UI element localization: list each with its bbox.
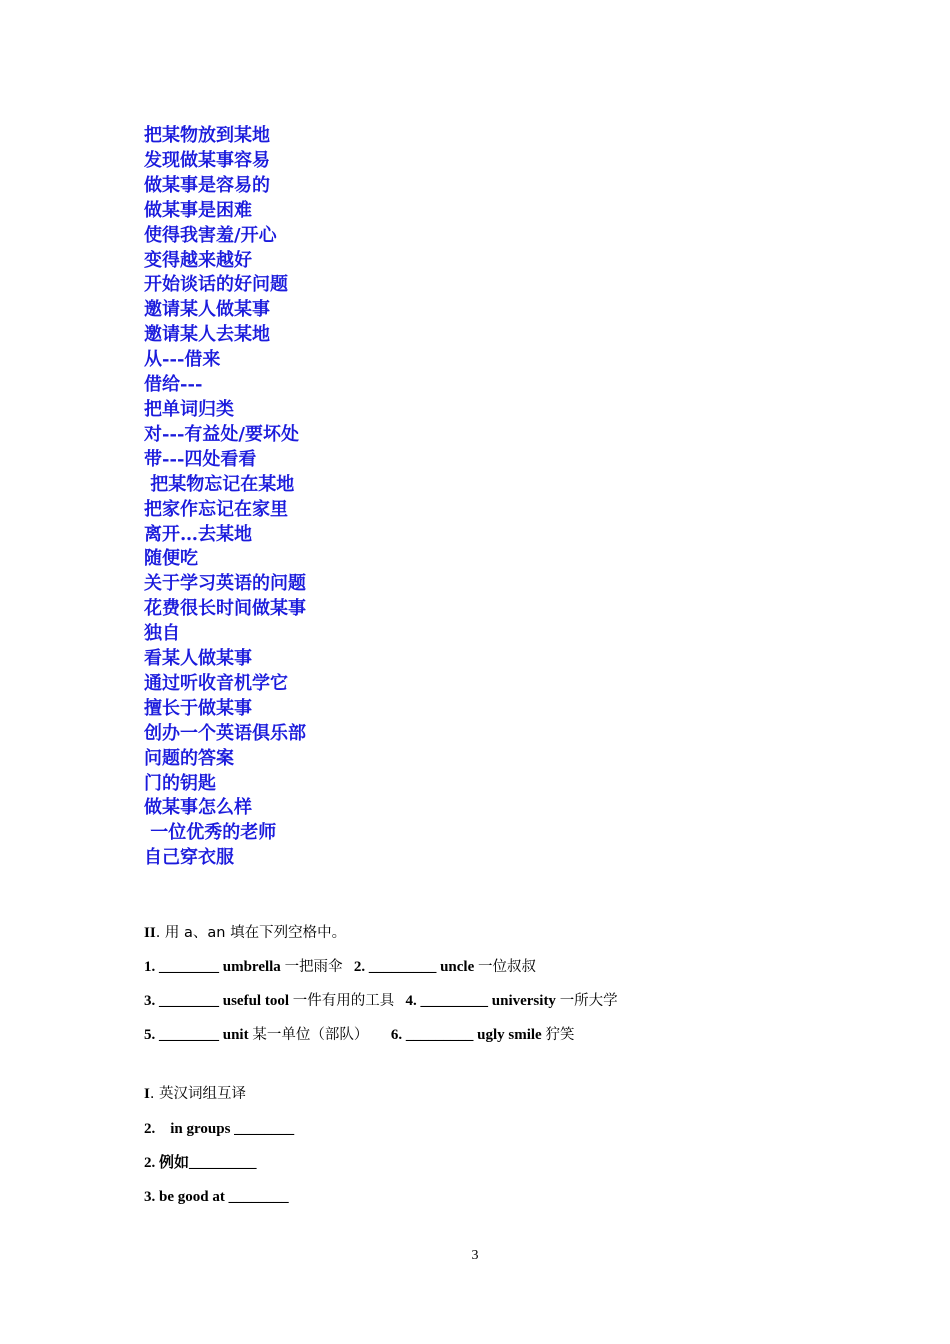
phrase-item: 通过听收音机学它 bbox=[144, 672, 288, 694]
section-ii-heading bbox=[144, 923, 346, 943]
section-i-heading bbox=[144, 1084, 246, 1104]
phrase-item: 门的钥匙 bbox=[144, 772, 216, 794]
phrase-item: 邀请某人做某事 bbox=[144, 299, 270, 321]
item-3-cn: 一件有用的工具 bbox=[292, 993, 395, 1009]
page-number: 3 bbox=[471, 1248, 479, 1263]
phrase-item: 做某事是困难 bbox=[144, 199, 252, 221]
phrase-item: 关于学习英语的问题 bbox=[144, 573, 306, 595]
phrase-item: 擅长于做某事 bbox=[144, 697, 252, 719]
phrase-item: 看某人做某事 bbox=[144, 648, 252, 670]
phrase-item: 独自 bbox=[144, 623, 180, 645]
phrase-list bbox=[144, 124, 306, 871]
phrase-item: 借给--- bbox=[144, 374, 203, 396]
phrase-item: 发现做某事容易 bbox=[144, 149, 270, 171]
phrase-item: 花费很长时间做某事 bbox=[144, 598, 306, 620]
item-6-cn: 狞笑 bbox=[545, 1027, 575, 1043]
translate-line-3: 3. be good at ________ bbox=[144, 1189, 289, 1205]
phrase-item: 随便吃 bbox=[144, 548, 198, 570]
item-5-cn: 某一单位（部队） bbox=[252, 1027, 369, 1043]
phrase-item: 邀请某人去某地 bbox=[144, 324, 270, 346]
phrase-item: 开始谈话的好问题 bbox=[144, 274, 288, 296]
fill-line-3 bbox=[144, 1025, 574, 1045]
phrase-item: 把家作忘记在家里 bbox=[144, 498, 288, 520]
item-6: 6. _________ ugly smile bbox=[368, 1027, 546, 1043]
section-ii-number: II bbox=[144, 925, 156, 941]
phrase-item: 离开…去某地 bbox=[144, 523, 252, 545]
item-4: 4. _________ university bbox=[394, 993, 560, 1009]
phrase-item: 对---有益处/要坏处 bbox=[144, 423, 299, 445]
phrase-item: 使得我害羞/开心 bbox=[144, 224, 277, 246]
item-4-cn: 一所大学 bbox=[559, 993, 618, 1009]
item-1-cn: 一把雨伞 bbox=[284, 959, 343, 975]
phrase-item: 创办一个英语俱乐部 bbox=[144, 722, 306, 744]
translate-line-2: 2. 例如_________ bbox=[144, 1155, 257, 1171]
phrase-item: 做某事是容易的 bbox=[144, 174, 270, 196]
phrase-item: 变得越来越好 bbox=[144, 249, 252, 271]
phrase-item: 自己穿衣服 bbox=[144, 847, 234, 869]
phrase-item: 带---四处看看 bbox=[144, 448, 257, 470]
item-3: 3. ________ useful tool bbox=[144, 993, 293, 1009]
phrase-item: 把单词归类 bbox=[144, 398, 234, 420]
phrase-item: 做某事怎么样 bbox=[144, 797, 252, 819]
section-i-title: . 英汉词组互译 bbox=[149, 1086, 247, 1102]
translate-line-1: 2. in groups ________ bbox=[144, 1121, 295, 1137]
section-i-number: I bbox=[144, 1086, 150, 1102]
fill-line-1 bbox=[144, 957, 536, 977]
phrase-item: 问题的答案 bbox=[144, 747, 234, 769]
item-1: 1. ________ umbrella bbox=[144, 959, 285, 975]
item-2: 2. _________ uncle bbox=[342, 959, 478, 975]
phrase-item: 把某物放到某地 bbox=[144, 125, 270, 146]
section-ii-title: . 用 a、an 填在下列空格中。 bbox=[155, 925, 347, 941]
phrase-item: 一位优秀的老师 bbox=[144, 822, 277, 844]
phrase-item: 从---借来 bbox=[144, 349, 221, 371]
item-2-cn: 一位叔叔 bbox=[477, 959, 536, 975]
phrase-item: 把某物忘记在某地 bbox=[144, 473, 295, 495]
fill-line-2 bbox=[144, 991, 618, 1011]
item-5: 5. ________ unit bbox=[144, 1027, 253, 1043]
